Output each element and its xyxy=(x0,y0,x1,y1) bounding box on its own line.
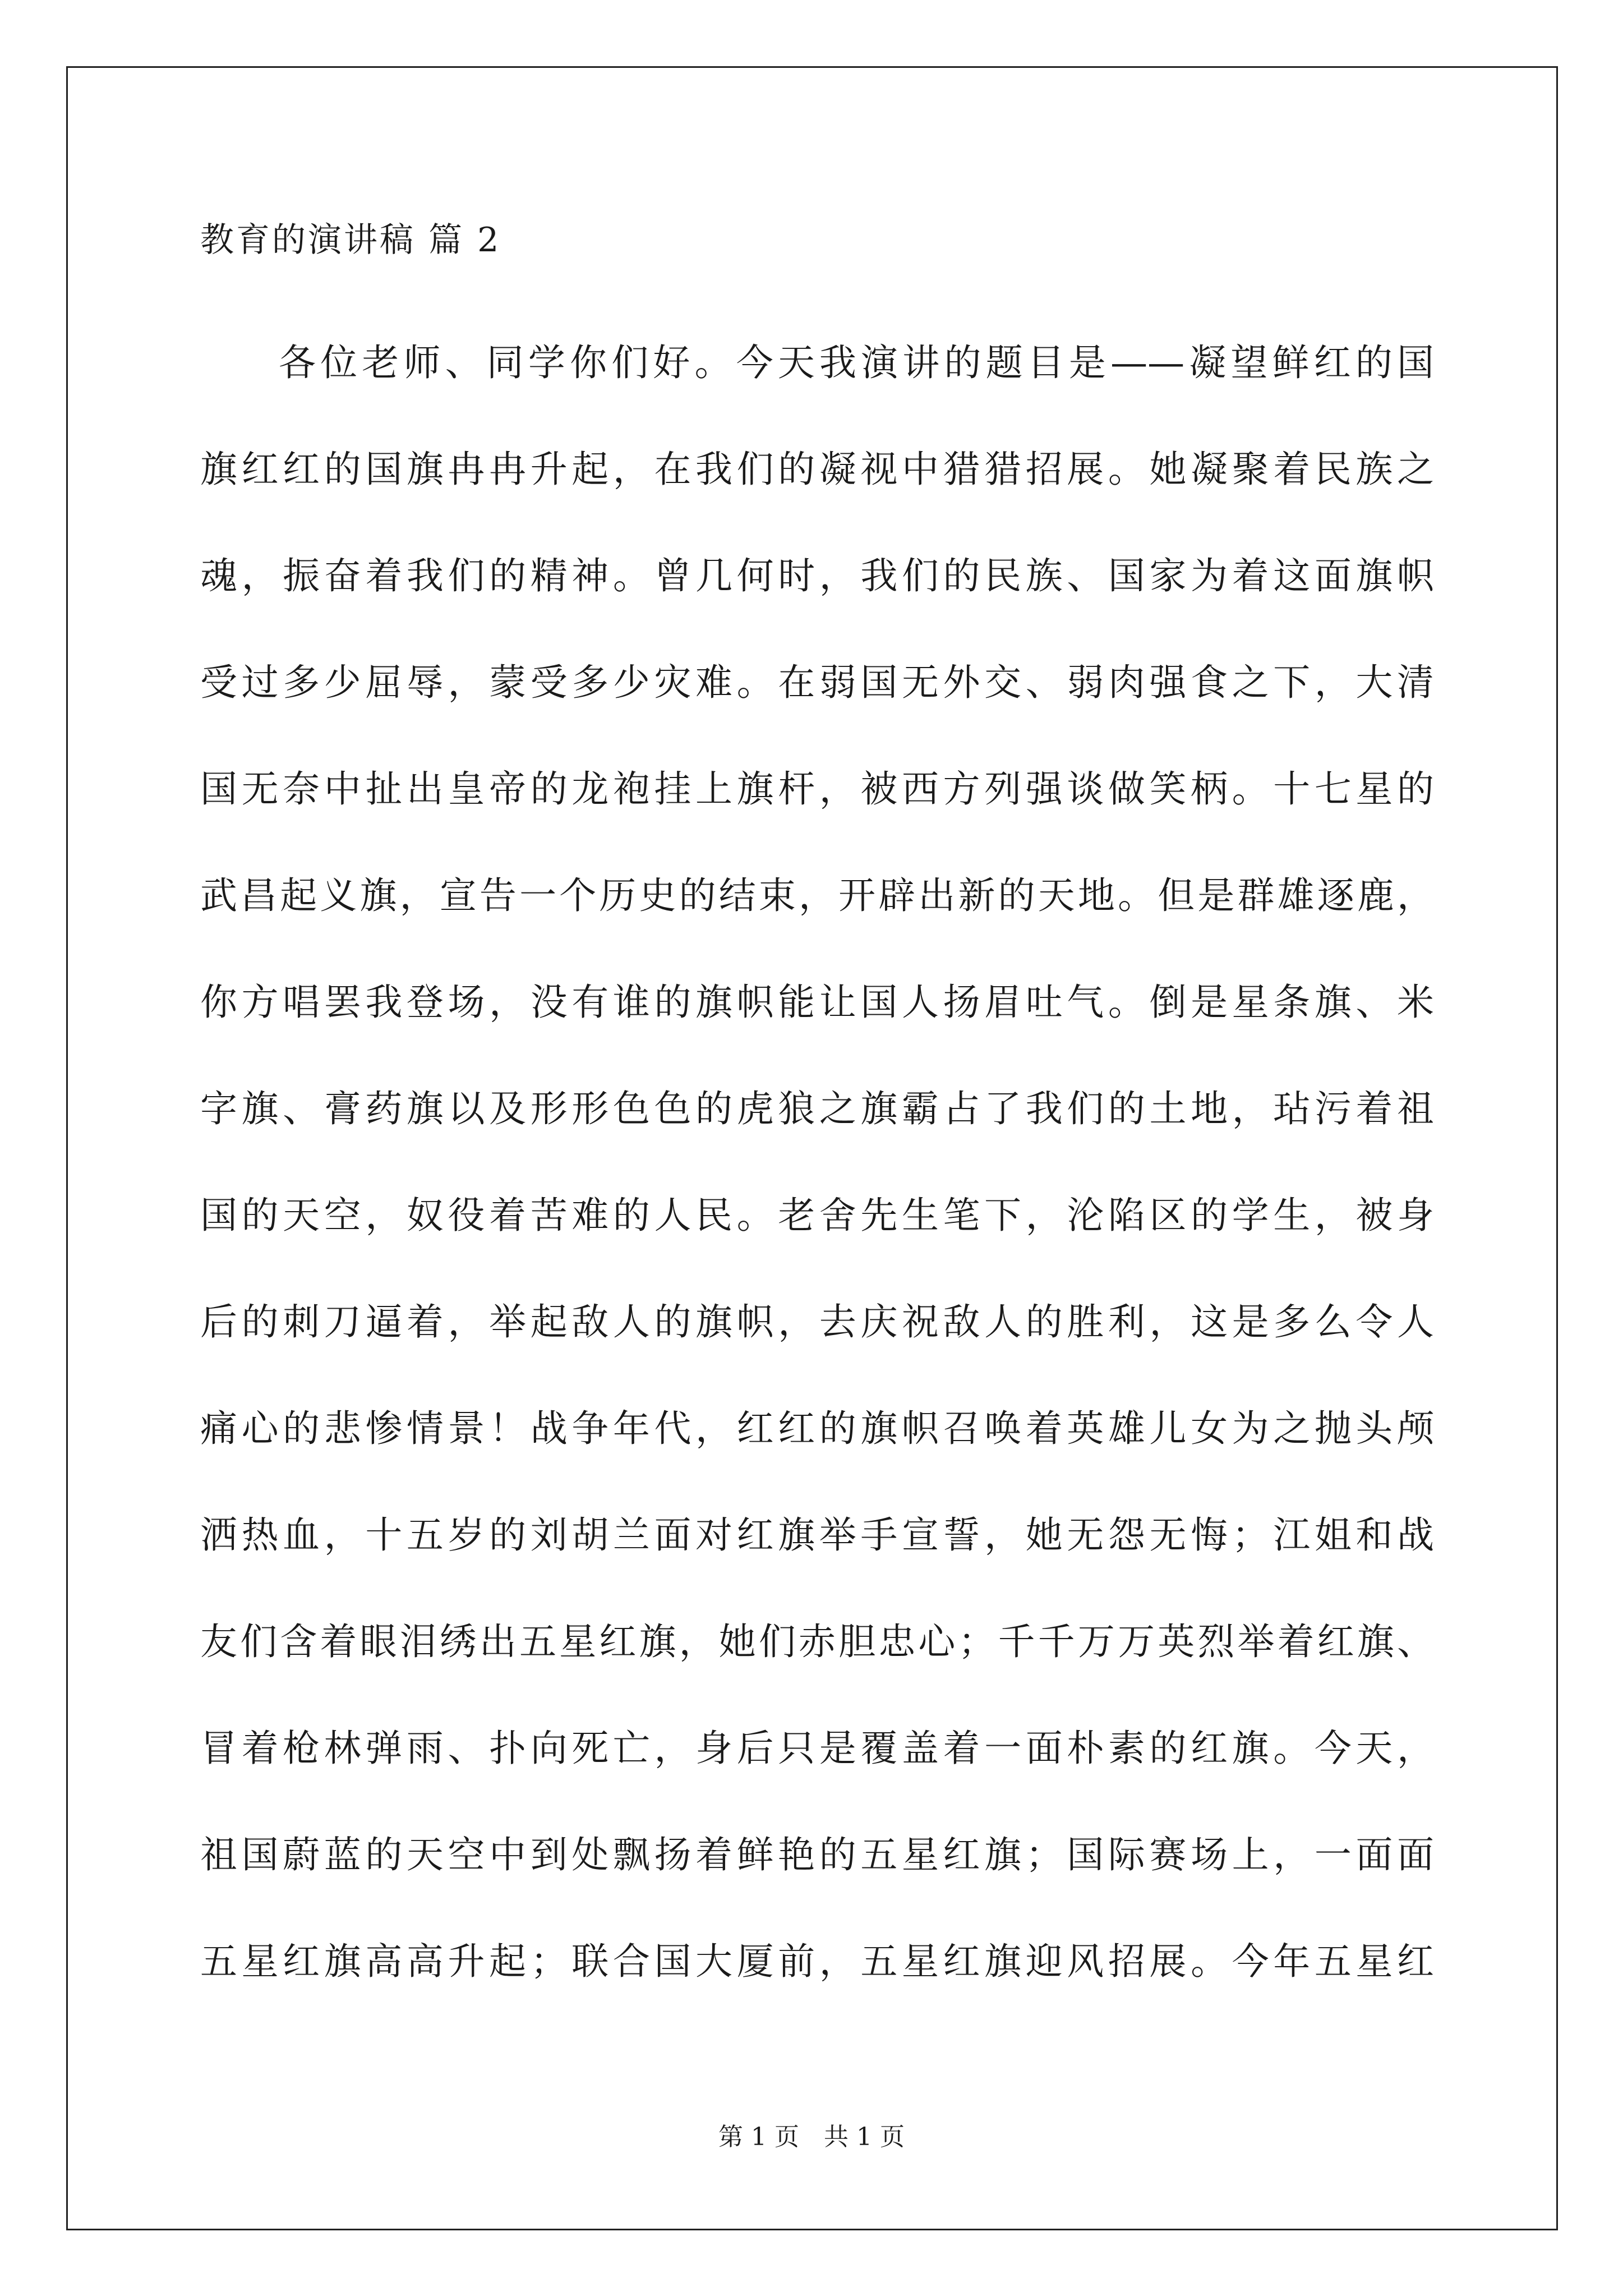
body-line: 国无奈中扯出皇帝的龙袍挂上旗杆，被西方列强谈做笑柄。十七星的 xyxy=(200,767,1434,811)
page-footer: 第 1 页 共 1 页 xyxy=(718,2123,905,2151)
body-line: 各位老师、同学你们好。今天我演讲的题目是——凝望鲜红的国 xyxy=(279,341,1434,384)
document-body xyxy=(200,341,1434,2046)
body-line: 魂，振奋着我们的精神。曾几何时，我们的民族、国家为着这面旗帜 xyxy=(200,554,1434,597)
body-line: 你方唱罢我登场，没有谁的旗帜能让国人扬眉吐气。倒是星条旗、米 xyxy=(200,981,1434,1024)
document-title: 教育的演讲稿 篇 2 xyxy=(200,220,501,260)
body-line: 武昌起义旗，宣告一个历史的结束，开辟出新的天地。但是群雄逐鹿， xyxy=(200,874,1434,917)
body-line: 洒热血，十五岁的刘胡兰面对红旗举手宣誓，她无怨无悔；江姐和战 xyxy=(200,1513,1434,1557)
body-line: 受过多少屈辱，蒙受多少灾难。在弱国无外交、弱肉强食之下，大清 xyxy=(200,661,1434,704)
body-line: 祖国蔚蓝的天空中到处飘扬着鲜艳的五星红旗；国际赛场上，一面面 xyxy=(200,1833,1434,1876)
body-line: 旗红红的国旗冉冉升起，在我们的凝视中猎猎招展。她凝聚着民族之 xyxy=(200,448,1434,491)
body-line: 冒着枪林弹雨、扑向死亡，身后只是覆盖着一面朴素的红旗。今天， xyxy=(200,1727,1434,1770)
body-line: 五星红旗高高升起；联合国大厦前，五星红旗迎风招展。今年五星红 xyxy=(200,1940,1434,1983)
body-line: 后的刺刀逼着，举起敌人的旗帜，去庆祝敌人的胜利，这是多么令人 xyxy=(200,1300,1434,1343)
body-line: 痛心的悲惨情景！战争年代，红红的旗帜召唤着英雄儿女为之抛头颅 xyxy=(200,1407,1434,1450)
body-line: 国的天空，奴役着苦难的人民。老舍先生笔下，沦陷区的学生，被身 xyxy=(200,1194,1434,1237)
body-line: 字旗、膏药旗以及形形色色的虎狼之旗霸占了我们的土地，玷污着祖 xyxy=(200,1087,1434,1130)
body-line: 友们含着眼泪绣出五星红旗，她们赤胆忠心；千千万万英烈举着红旗、 xyxy=(200,1620,1434,1663)
